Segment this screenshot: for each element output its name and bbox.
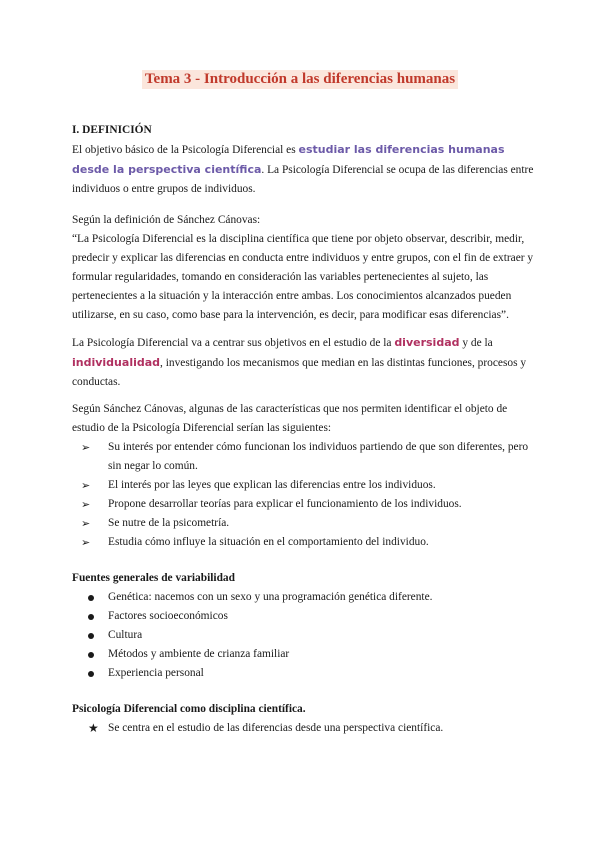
- list-item-text: Factores socioeconómicos: [108, 610, 228, 622]
- text-run: y de la: [459, 337, 493, 349]
- list-item: [72, 438, 534, 476]
- paragraph-objetivo: [72, 140, 534, 199]
- caracteristicas-list: [72, 438, 534, 552]
- highlight-text: diversidad: [394, 336, 460, 349]
- paragraph-objetivos: [72, 333, 534, 392]
- paragraph-intro-definicion: Según la definición de Sánchez Cánovas:: [72, 214, 261, 226]
- highlight-text: individualidad: [72, 356, 161, 369]
- list-item-text: Su interés por entender cómo funcionan los individuos partiendo de que son diferentes, pero sin negar lo común.: [108, 441, 529, 472]
- list-item: [72, 645, 534, 664]
- list-item: [72, 607, 534, 626]
- document-content: [72, 121, 534, 738]
- arrow-bullet-icon: ➢: [81, 479, 91, 492]
- list-item-text: Se nutre de la psicometría.: [108, 517, 230, 529]
- list-item-text: Propone desarrollar teorías para explicar el funcionamiento de los individuos.: [108, 498, 462, 510]
- list-item-text: Estudia cómo influye la situación en el comportamiento del individuo.: [108, 536, 429, 548]
- section-heading-disciplina: Psicología Diferencial como disciplina científica.: [72, 703, 306, 715]
- fuentes-list: [72, 588, 534, 683]
- list-item: [72, 476, 534, 495]
- list-item-text: Se centra en el estudio de las diferencias desde una perspectiva científica.: [108, 722, 444, 734]
- arrow-bullet-icon: ➢: [81, 517, 91, 530]
- text-run: La Psicología Diferencial va a centrar sus objetivos en el estudio de la: [72, 337, 395, 349]
- list-item-text: Experiencia personal: [108, 667, 204, 679]
- bullet-dot-icon: [88, 633, 94, 639]
- text-run: , investigando los mecanismos que median en las distintas funciones, procesos y conductas.: [72, 357, 527, 388]
- list-item-text: El interés por las leyes que explican las diferencias entre los individuos.: [108, 479, 436, 491]
- list-item: [72, 533, 534, 552]
- arrow-bullet-icon: ➢: [81, 498, 91, 511]
- bullet-dot-icon: [88, 652, 94, 658]
- paragraph-caracteristicas: Según Sánchez Cánovas, algunas de las características que nos permiten identificar el objeto de estudio de la Psicología Diferencial serían las siguientes:: [72, 403, 508, 434]
- disciplina-list: [72, 719, 534, 738]
- list-item: [72, 626, 534, 645]
- title-wrapper: [0, 70, 600, 89]
- page-title: Tema 3 - Introducción a las diferencias humanas: [142, 70, 458, 89]
- highlight-text: estudiar las diferencias humanas desde la perspectiva científica: [72, 143, 505, 176]
- quote-definicion: “La Psicología Diferencial es la disciplina científica que tiene por objeto observar, describir, medir, predecir y explicar las diferencias en conducta entre individuos y entre grupos, con el fin de extraer y formular regularidades, tomando en consideración las variables pertenecientes al sujeto, las pertenecientes a la situación y la interacción entre ambas. Los conocimientos alcanzados pueden utilizarse, en su caso, como base para la intervención, es decir, para modificar esas diferencias”.: [72, 233, 534, 321]
- list-item: [72, 495, 534, 514]
- list-item: [72, 719, 534, 738]
- list-item-text: Métodos y ambiente de crianza familiar: [108, 648, 290, 660]
- arrow-bullet-icon: ➢: [81, 536, 91, 549]
- text-run: . La Psicología Diferencial se ocupa de las diferencias entre individuos o entre grupos de individuos.: [72, 164, 534, 195]
- list-item: [72, 664, 534, 683]
- arrow-bullet-icon: ➢: [81, 441, 91, 454]
- text-run: El objetivo básico de la Psicología Diferencial es: [72, 144, 299, 156]
- bullet-dot-icon: [88, 614, 94, 620]
- list-item-text: Genética: nacemos con un sexo y una programación genética diferente.: [108, 591, 433, 603]
- section-heading-fuentes: Fuentes generales de variabilidad: [72, 572, 235, 584]
- section-heading-definicion: I. DEFINICIÓN: [72, 124, 152, 136]
- star-bullet-icon: ★: [88, 721, 99, 735]
- list-item-text: Cultura: [108, 629, 143, 641]
- bullet-dot-icon: [88, 595, 94, 601]
- list-item: [72, 588, 534, 607]
- bullet-dot-icon: [88, 671, 94, 677]
- list-item: [72, 514, 534, 533]
